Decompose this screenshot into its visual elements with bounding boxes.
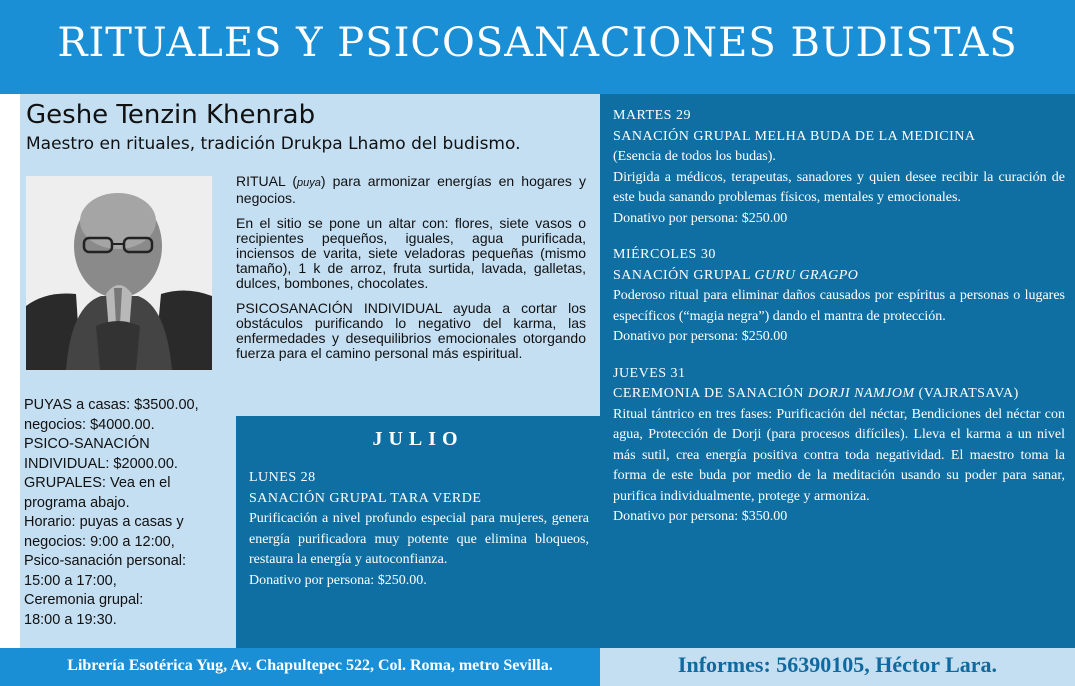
price-line: Psico-sanación personal: <box>24 553 187 569</box>
event-name: SANACIÓN GRUPAL TARA VERDE <box>249 490 482 506</box>
event-monday <box>249 468 589 591</box>
event-name-prefix: SANACIÓN GRUPAL <box>613 267 755 283</box>
price-line: negocios: 9:00 a 12:00, <box>24 533 175 550</box>
price-line: programa abajo. <box>24 494 130 511</box>
price-line: 18:00 a 19:30. <box>24 611 117 628</box>
price-line: Horario: puyas a casas y <box>24 514 184 530</box>
price-line: PSICO-SANACIÓN <box>24 436 150 452</box>
teacher-name: Geshe Tenzin Khenrab <box>26 100 316 130</box>
rituals-description <box>236 174 586 371</box>
ritual-paragraph <box>236 174 586 206</box>
price-line: GRUPALES: Vea en el <box>24 475 171 491</box>
event-donation: Donativo por persona: $250.00. <box>249 572 427 588</box>
price-line: INDIVIDUAL: $2000.00. <box>24 455 178 472</box>
event-date: MIÉRCOLES 30 <box>613 247 716 262</box>
event-description: Ritual tántrico en tres fases: Purificación del néctar, Bendiciones del néctar con agua, Protección de Dorji (para procesos difíciles). Lleva el karma a un nivel más sutil, crea energía positiva contra toda negatividad. El maestro toma la forma de este buda por medio de la meditación usando su poder para sanar, purifica individualmente, protege y armoniza. <box>613 406 1065 504</box>
footer-contact: Informes: 56390105, Héctor Lara. <box>677 652 998 677</box>
event-name-prefix: CEREMONIA DE SANACIÓN <box>613 386 808 401</box>
ritual-label: RITUAL ( <box>236 173 298 189</box>
event-description: Dirigida a médicos, terapeutas, sanadores y quien desee recibir la curación de este buda sanando problemas físicos, mentales y emocionales. <box>613 169 1065 205</box>
price-line: 15:00 a 17:00, <box>24 572 117 589</box>
event-donation: Donativo por persona: $350.00 <box>613 509 788 524</box>
julio-title: JULIO <box>372 428 464 450</box>
event-thursday <box>613 364 1065 528</box>
ritual-term: puya <box>297 177 321 189</box>
page-title: RITUALES Y PSICOSANACIONES BUDISTAS <box>57 20 1018 66</box>
event-name-italic: GURU GRAGPO <box>754 267 859 283</box>
footer-address: Librería Esotérica Yug, Av. Chapultepec 522, Col. Roma, metro Sevilla. <box>67 657 553 674</box>
teacher-photo <box>26 176 212 370</box>
altar-paragraph: En el sitio se pone un altar con: flores, siete vasos o recipientes pequeños, iguales, agua purificada, inciensos de varita, siete veladoras pequeñas (mismo tamaño), 1 k de arroz, fruta surtida, lavada, galletas, dulces, bombones, chocolates. <box>236 215 586 291</box>
event-name-suffix: (VAJRATSAVA) <box>914 386 1019 401</box>
price-line: PUYAS a casas: $3500.00, <box>24 397 199 413</box>
price-line: negocios: $4000.00. <box>24 416 155 433</box>
event-donation: Donativo por persona: $250.00 <box>613 210 788 226</box>
event-name: SANACIÓN GRUPAL MELHA BUDA DE LA MEDICINA <box>613 128 976 144</box>
event-wednesday <box>613 245 1065 348</box>
event-date: MARTES 29 <box>613 108 691 123</box>
event-description: Purificación a nivel profundo especial para mujeres, genera energía purificadora muy potente que elimina bloqueos, restaura la energía y autoconfianza. <box>249 511 589 567</box>
ritual-text: ) para armonizar energías en hogares y negocios. <box>236 173 586 206</box>
event-name <box>613 266 1065 287</box>
event-date: LUNES 28 <box>249 470 316 485</box>
event-tuesday <box>613 106 1065 229</box>
event-name <box>613 384 1065 405</box>
event-name-italic: DORJI NAMJOM <box>807 386 915 401</box>
event-date: JUEVES 31 <box>613 365 686 381</box>
event-description: Poderoso ritual para eliminar daños causados por espíritus a personas o lugares específicos (“magia negra”) dando el mantra de protección. <box>613 288 1065 324</box>
event-donation: Donativo por persona: $250.00 <box>613 329 788 344</box>
price-line: Ceremonia grupal: <box>24 592 144 608</box>
event-subtitle: (Esencia de todos los budas). <box>613 149 776 164</box>
teacher-subtitle: Maestro en rituales, tradición Drukpa Lhamo del budismo. <box>26 134 521 154</box>
psicosanacion-paragraph: PSICOSANACIÓN INDIVIDUAL ayuda a cortar los obstáculos purificando lo negativo del karma, las enfermedades y desequilibrios emocionales otorgando fuerza para el camino personal más espiritual. <box>236 300 586 361</box>
prices-list <box>24 396 214 630</box>
events-list <box>613 106 1065 544</box>
